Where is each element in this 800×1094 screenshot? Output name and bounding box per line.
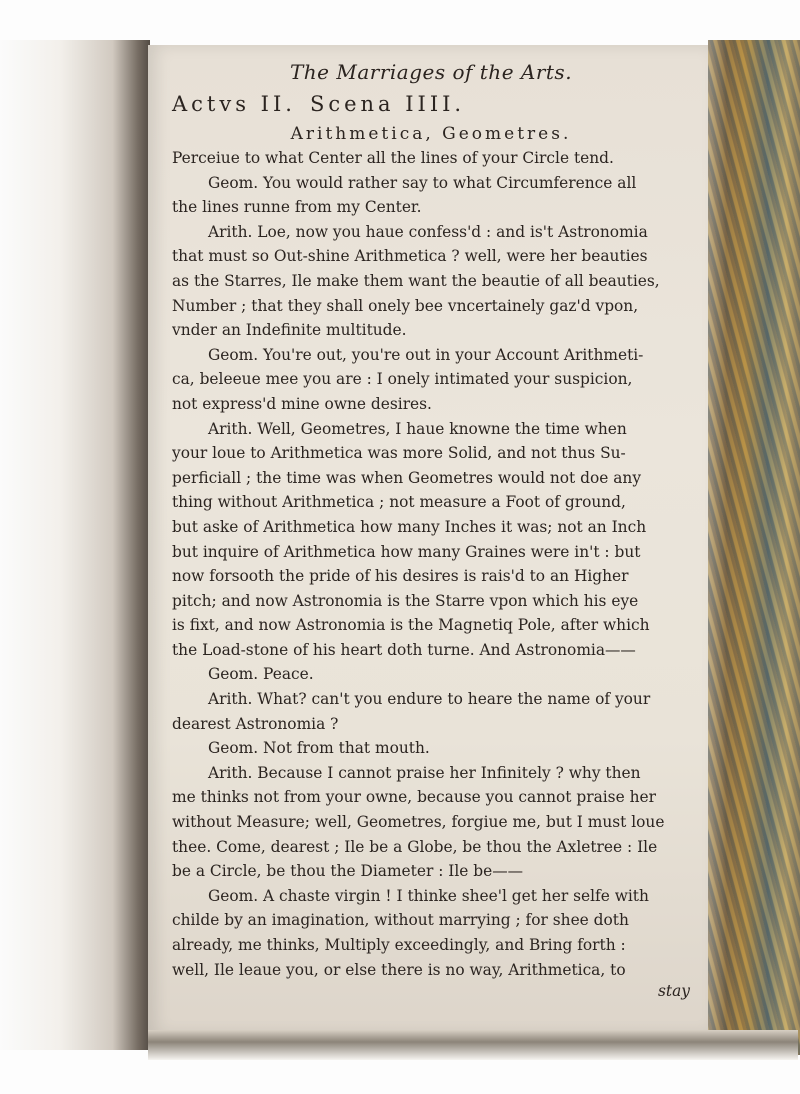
text-line: Geom. Peace. <box>208 665 314 684</box>
text-line: ca, beleeue mee you are : I onely intimated your suspicion, <box>172 370 633 389</box>
text-line: Geom. You're out, you're out in your Account Arithmeti- <box>208 345 644 364</box>
text-line: Arith. Loe, now you haue confess'd : and is't Astronomia <box>208 222 648 241</box>
text-line: without Measure; well, Geometres, forgiue me, but I must loue <box>172 813 665 832</box>
text-line: your loue to Arithmetica was more Solid, and not thus Su- <box>172 444 626 463</box>
text-line: Geom. A chaste virgin ! I thinke shee'l get her selfe with <box>208 886 649 905</box>
running-head: The Marriages of the Arts. <box>289 60 573 84</box>
text-line: already, me thinks, Multiply exceedingly, and Bring forth : <box>172 936 626 954</box>
text-line: dearest Astronomia ? <box>172 714 339 733</box>
text-line: Perceiue to what Center all the lines of your Circle tend. <box>172 149 614 167</box>
text-line: Arith. Because I cannot praise her Infinitely ? why then <box>208 763 641 782</box>
text-line: that must so Out-shine Arithmetica ? well, were her beauties <box>172 247 648 266</box>
text-line: Arith. What? can't you endure to heare the name of your <box>208 690 651 709</box>
text-line: the Load-stone of his heart doth turne. And Astronomia—— <box>172 640 636 659</box>
text-line: Geom. You would rather say to what Circumference all <box>208 173 637 192</box>
text-line: Number ; that they shall onely bee vncertainely gaz'd vpon, <box>172 296 639 315</box>
text-line: is fixt, and now Astronomia is the Magnetiq Pole, after which <box>172 616 650 635</box>
text-line: perficiall ; the time was when Geometres would not doe any <box>172 468 642 487</box>
text-line: Geom. Not from that mouth. <box>208 739 430 758</box>
bottom-edge <box>148 1030 798 1060</box>
text-line: well, Ile leaue you, or else there is no way, Arithmetica, to <box>172 960 626 979</box>
page-text <box>172 60 690 1008</box>
text-line: be a Circle, be thou the Diameter : Ile be—— <box>172 862 524 881</box>
text-line: the lines runne from my Center. <box>172 198 422 217</box>
text-line: thing without Arithmetica ; not measure a Foot of ground, <box>172 493 626 512</box>
text-line: pitch; and now Astronomia is the Starre vpon which his eye <box>172 591 639 610</box>
act-label: Actvs II. <box>172 92 296 116</box>
text-line: as the Starres, Ile make them want the beautie of all beauties, <box>172 271 660 290</box>
text-line: now forsooth the pride of his desires is rais'd to an Higher <box>172 567 629 586</box>
text-line: vnder an Indefinite multitude. <box>172 321 407 340</box>
text-line: childe by an imagination, without marrying ; for shee doth <box>172 911 629 930</box>
catchword: stay <box>658 982 690 1001</box>
scene-label: Scena IIII. <box>309 92 466 116</box>
binding-edge <box>0 40 150 1050</box>
text-line: but inquire of Arithmetica how many Graines were in't : but <box>172 542 641 561</box>
dialogue-body <box>172 146 690 982</box>
text-line: Arith. Well, Geometres, I haue knowne the time when <box>208 419 627 438</box>
marbled-fore-edge <box>708 40 800 1055</box>
act-scene-heading <box>172 92 690 116</box>
text-line: not express'd mine owne desires. <box>172 394 432 413</box>
speakers-heading: Arithmetica, Geometres. <box>290 124 572 144</box>
text-line: me thinks not from your owne, because you cannot praise her <box>172 788 656 807</box>
text-line: thee. Come, dearest ; Ile be a Globe, be thou the Axletree : Ile <box>172 837 658 856</box>
text-line: but aske of Arithmetica how many Inches it was; not an Inch <box>172 517 647 536</box>
